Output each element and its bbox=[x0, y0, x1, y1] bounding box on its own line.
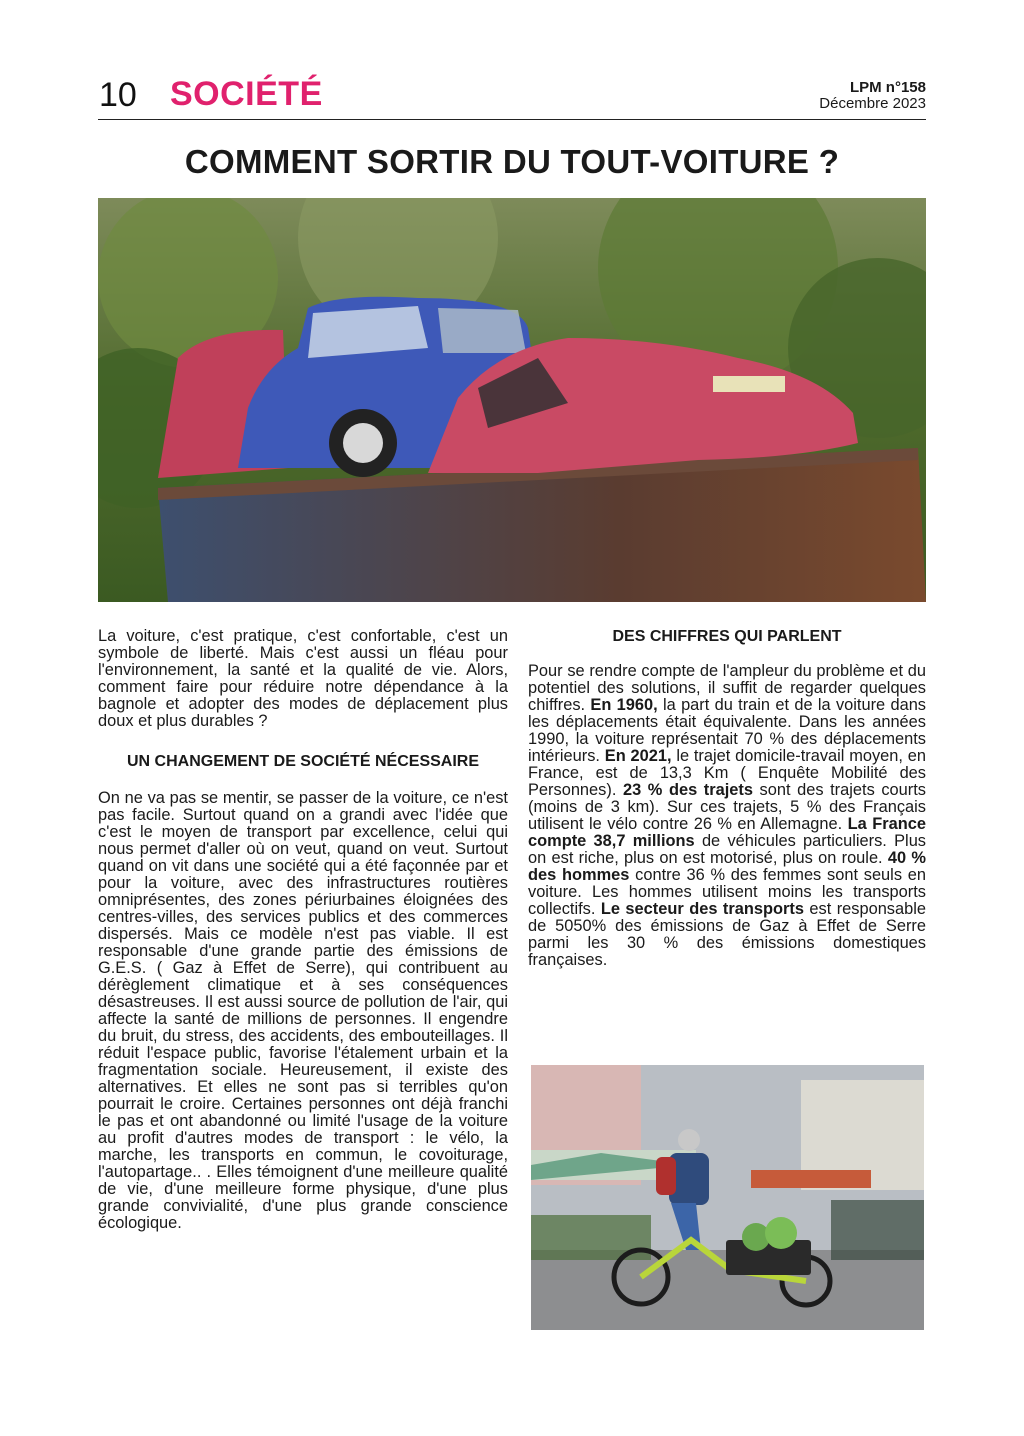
rusted-cars-photo-icon bbox=[98, 198, 926, 602]
rubric-title: SOCIÉTÉ bbox=[170, 75, 323, 113]
chiffres-text: de véhicules particuliers. Plus on est riche, plus on est motorisé, plus on roule. bbox=[528, 832, 927, 867]
chiffres-text: la part du train et de la voiture dans les déplacements était équivalente. Dans les années 1990, la voiture représentait 70 % des déplacements intérieurs. bbox=[528, 696, 926, 765]
issue-info bbox=[819, 80, 926, 112]
issue-number: LPM n°158 bbox=[849, 79, 926, 96]
chiffres-highlight: En 1960, bbox=[590, 696, 658, 714]
section-body-changement bbox=[98, 790, 508, 1232]
intro-paragraph bbox=[98, 628, 508, 730]
page-number: 10 bbox=[99, 76, 137, 114]
chiffres-highlight: La France compte 38,7 millions bbox=[528, 815, 926, 850]
intro-text: La voiture, c'est pratique, c'est confortable, c'est un symbole de liberté. Mais c'est aussi un fléau pour l'environnement, la santé et la qualité de vie. Alors, comment faire pour réduire notre dépendance à la bagnole et adopter des modes de déplacement plus doux et plus durables ? bbox=[98, 627, 508, 730]
chiffres-text: Pour se rendre compte de l'ampleur du problème et du potentiel des solutions, il suffit de regarder quelques chiffres. bbox=[528, 662, 926, 714]
chiffres-text: contre 36 % des femmes sont seuls en voiture. Les hommes utilisent moins les transports collectifs. bbox=[528, 866, 926, 918]
header-rule bbox=[98, 119, 926, 120]
chiffres-paragraph bbox=[528, 663, 926, 969]
headline: COMMENT SORTIR DU TOUT-VOITURE ? bbox=[184, 143, 840, 180]
chiffres-text: est responsable de 5050% des émissions de Gaz à Effet de Serre parmi les 30 % des émissions domestiques françaises. bbox=[528, 900, 926, 969]
section-body-text: On ne va pas se mentir, se passer de la voiture, ce n'est pas facile. Surtout quand on a grandi avec l'idée que c'est le moyen de transport par excellence, celui qui nous permet d'aller où on veut, quand on veut. Surtout quand on vit dans une société qui a été façonnée par et pour la voiture, avec des infrastructures routières omniprésentes, des zones périurbaines éloignées des centres-villes, des services publics et des commerces dispersés. Mais ce modèle n'est pas viable. Il est responsable d'une grande partie des émissions de G.E.S. ( Gaz à Effet de Serre), qui contribuent au dérèglement climatique et à ses conséquences désastreuses. Il est aussi source de pollution de l'air, qui affecte la santé de millions de personnes. Il engendre du bruit, du stress, des accidents, des embouteillages. Il réduit l'espace public, favorise l'étalement urbain et la fragmentation sociale. Heureusement, il existe des alternatives. Et elles ne sont pas si terribles qu'on pourrait le croire. Certaines personnes ont déjà franchi le pas et ont abandonné ou limité l'usage de la voiture au profit d'autres modes de transport : le vélo, la marche, les transports en commun, le covoiturage, l'autopartage.. . Elles témoignent d'une meilleure qualité de vie, d'une meilleure forme physique, d'une plus grande convivialité, d'une plus grande conscience écologique. bbox=[98, 789, 508, 1232]
section-heading-chiffres: DES CHIFFRES QUI PARLENT bbox=[612, 628, 842, 645]
section-body-chiffres bbox=[528, 663, 926, 969]
chiffres-highlight: En 2021, bbox=[604, 747, 672, 765]
chiffres-text: le trajet domicile-travail moyen, en France, est de 13,3 Km ( Enquête Mobilité des Personnes). bbox=[528, 747, 926, 799]
chiffres-highlight: 40 % des hommes bbox=[528, 849, 926, 884]
chiffres-text: sont des trajets courts (moins de 3 km). Sur ces trajets, 5 % des Français utilisent le vélo contre 26 % en Allemagne. bbox=[528, 781, 926, 833]
issue-date: Décembre 2023 bbox=[819, 95, 926, 112]
cargo-bike-photo-icon bbox=[531, 1065, 924, 1330]
chiffres-highlight: 23 % des trajets bbox=[622, 781, 753, 799]
section-heading-changement: UN CHANGEMENT DE SOCIÉTÉ NÉCESSAIRE bbox=[126, 753, 480, 770]
cargo-bike-photo bbox=[531, 1065, 924, 1330]
chiffres-highlight: Le secteur des transports bbox=[600, 900, 804, 918]
hero-photo bbox=[98, 198, 926, 602]
